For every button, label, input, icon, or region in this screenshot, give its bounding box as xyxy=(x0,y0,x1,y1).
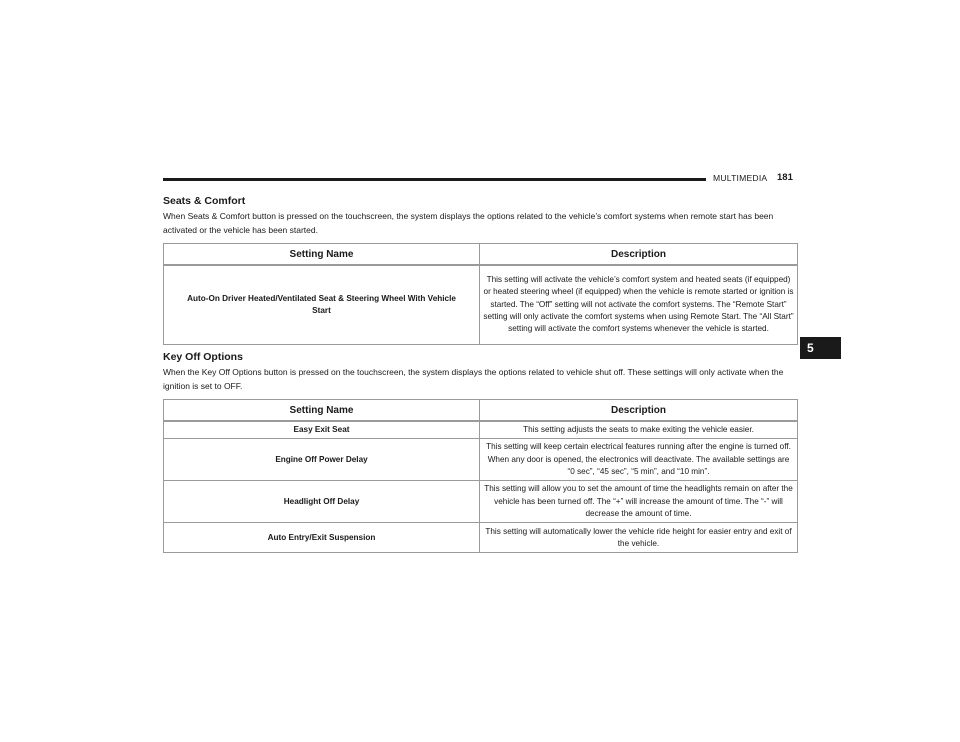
setting-description-cell: This setting will automatically lower the vehicle ride height for easier entry and exit of the vehicle. xyxy=(480,523,798,553)
setting-name-cell: Auto Entry/Exit Suspension xyxy=(164,523,480,553)
table-row xyxy=(164,421,798,439)
setting-description-cell: This setting will keep certain electrical features running after the engine is turned off. When any door is opened, the electronics will deactivate. The available settings are “0 sec”, “45 sec”, “5 min”, and “10 min”. xyxy=(480,439,798,481)
seats-comfort-table xyxy=(163,243,798,345)
header-rule xyxy=(163,178,706,181)
key-off-intro: When the Key Off Options button is pressed on the touchscreen, the system displays the options related to vehicle shut off. These settings will only activate when the ignition is set to OFF. xyxy=(163,367,784,391)
chapter-tab: 5 xyxy=(800,337,841,359)
setting-name-cell: Engine Off Power Delay xyxy=(164,439,480,481)
seats-comfort-heading: Seats & Comfort xyxy=(163,195,246,207)
column-header-description: Description xyxy=(480,244,798,266)
section-title: MULTIMEDIA xyxy=(713,173,768,183)
column-header-description: Description xyxy=(480,400,798,422)
table-header-row xyxy=(164,400,798,422)
key-off-table xyxy=(163,399,798,553)
column-header-setting-name: Setting Name xyxy=(164,244,480,266)
setting-description-cell: This setting will activate the vehicle’s comfort system and heated seats (if equipped) or heated steering wheel (if equipped) when the vehicle is remote started or ignition is started. The “Off” setting will not activate the comfort systems. The “Remote Start” setting will only activate the comfort systems when using Remote Start. The “All Start” setting will activate the comfort systems whenever the vehicle is started. xyxy=(480,265,798,344)
setting-description-cell: This setting will allow you to set the amount of time the headlights remain on after the vehicle has been turned off. The “+” will increase the amount of time. The “-” will decrease the amount of time. xyxy=(480,481,798,523)
setting-name-cell: Headlight Off Delay xyxy=(164,481,480,523)
setting-name-cell: Auto-On Driver Heated/Ventilated Seat & Steering Wheel With Vehicle Start xyxy=(164,265,480,344)
column-header-setting-name: Setting Name xyxy=(164,400,480,422)
key-off-heading: Key Off Options xyxy=(163,351,243,363)
setting-description-cell: This setting adjusts the seats to make exiting the vehicle easier. xyxy=(480,421,798,439)
seats-comfort-intro: When Seats & Comfort button is pressed on the touchscreen, the system displays the options related to the vehicle’s comfort systems when remote start has been activated or the vehicle has been started. xyxy=(163,211,774,235)
table-row xyxy=(164,523,798,553)
setting-name-cell: Easy Exit Seat xyxy=(164,421,480,439)
table-header-row xyxy=(164,244,798,266)
page-number: 181 xyxy=(777,172,793,183)
table-row xyxy=(164,265,798,344)
table-row xyxy=(164,481,798,523)
table-row xyxy=(164,439,798,481)
